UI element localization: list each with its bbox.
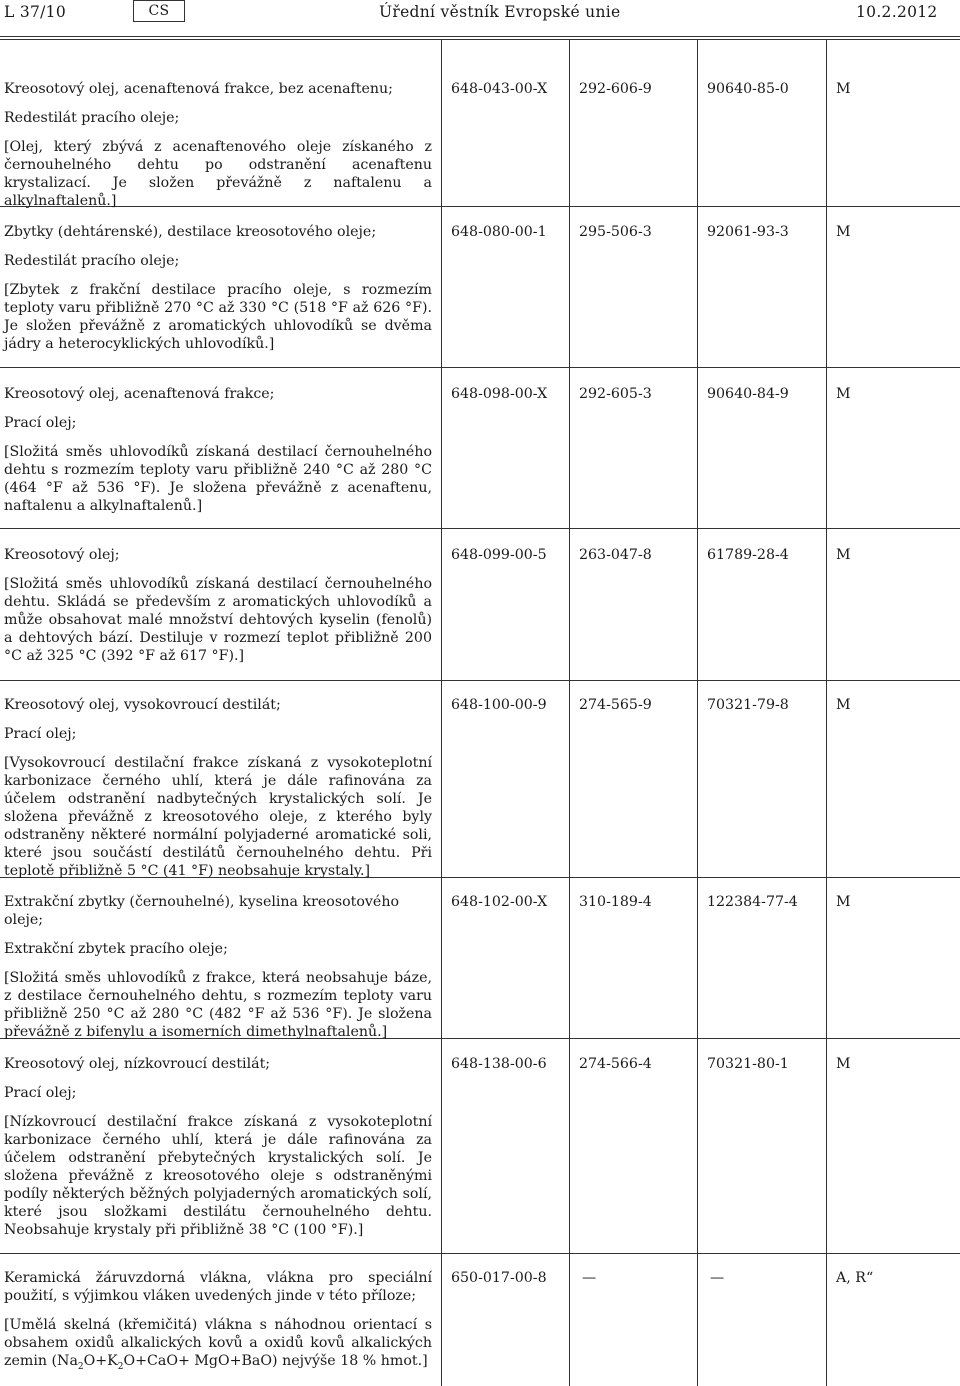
ec-number: 274-565-9 xyxy=(579,697,652,713)
column-divider xyxy=(441,40,442,1386)
notes: M xyxy=(836,386,851,402)
issue-number: L 37/10 xyxy=(4,3,66,21)
ec-number: 310-189-4 xyxy=(579,894,652,910)
substance-synonym: Prací olej; xyxy=(4,726,77,742)
cas-number: 92061-93-3 xyxy=(707,224,789,240)
ec-number: 292-606-9 xyxy=(579,81,652,97)
substance-definition: [Složitá směs uhlovodíků získaná destilací černouhelného dehtu s rozmezím teploty varu přibližně 240 °C až 280 °C (464 °F až 536 °F). Je složena převážně z acenaftenu, naftalenu a alkylnaftalenů.] xyxy=(4,444,432,514)
substance-name: Zbytky (dehtárenské), destilace kreosotového oleje; xyxy=(4,224,377,240)
substance-description xyxy=(4,893,432,1041)
substance-definition: [Vysokovroucí destilační frakce získaná z vysokoteplotní karbonizace černého uhlí, která je dále rafinována za účelem odstranění nadbytečných krystalických solí. Je složena převážně z kreosotového oleje, z kterého byly odstraněny některé normální polyjaderné aromatické soli, které jsou součástí destilátů černouhelného dehtu. Při teplotě přibližně 5 °C (41 °F) neobsahuje krystaly.] xyxy=(4,755,432,879)
column-divider xyxy=(569,40,570,1386)
index-number: 648-100-00-9 xyxy=(451,697,547,713)
substance-definition: [Zbytek z frakční destilace pracího oleje, s rozmezím teploty varu přibližně 270 °C až 330 °C (518 °F až 626 °F). Je složen převážně z aromatických uhlovodíků se dvěma jádry a heterocyklických uhlovodíků.] xyxy=(4,282,432,352)
cas-number: 61789-28-4 xyxy=(707,547,789,563)
index-number: 648-099-00-5 xyxy=(451,547,547,563)
substance-description xyxy=(4,223,432,353)
ec-number: 295-506-3 xyxy=(579,224,652,240)
notes: M xyxy=(836,224,851,240)
substance-definition: [Umělá skelná (křemičitá) vlákna s náhodnou orientací s obsahem oxidů alkalických kovů a oxidů kovů alkalických zemin $(Na_2O+K_2O+CaO+ MgO+BaO)$ nejvýše 18 % hmot.] xyxy=(4,1317,432,1372)
index-number: 648-098-00-X xyxy=(451,386,548,402)
index-number: 650-017-00-8 xyxy=(451,1270,547,1286)
notes: M xyxy=(836,894,851,910)
ec-number: 263-047-8 xyxy=(579,547,652,563)
cas-number: — xyxy=(710,1270,725,1286)
substance-name: Keramická žáruvzdorná vlákna, vlákna pro speciální použití, s výjimkou vláken uvedených jinde v této příloze; xyxy=(4,1270,432,1304)
substance-synonym: Extrakční zbytek pracího oleje; xyxy=(4,941,228,957)
substance-description xyxy=(4,80,432,210)
row-separator xyxy=(0,1253,960,1254)
page-header xyxy=(0,0,960,30)
substance-name: Extrakční zbytky (černouhelné), kyselina kreosotového oleje; xyxy=(4,894,399,928)
ec-number: 274-566-4 xyxy=(579,1056,652,1072)
cas-number: 70321-79-8 xyxy=(707,697,789,713)
substance-name: Kreosotový olej; xyxy=(4,547,120,563)
substance-definition: [Olej, který zbývá z acenaftenového oleje získaného z černouhelného dehtu po odstranění acenaftenu krystalizací. Je složen převážně z naftalenu a alkylnaftalenů.] xyxy=(4,139,432,209)
substance-name: Kreosotový olej, vysokovroucí destilát; xyxy=(4,697,281,713)
notes: M xyxy=(836,547,851,563)
substance-description xyxy=(4,696,432,880)
substance-name: Kreosotový olej, acenaftenová frakce, bez acenaftenu; xyxy=(4,81,393,97)
publication-date: 10.2.2012 xyxy=(856,3,938,21)
row-separator xyxy=(0,680,960,681)
ec-number: 292-605-3 xyxy=(579,386,652,402)
column-divider xyxy=(697,40,698,1386)
cas-number: 122384-77-4 xyxy=(707,894,798,910)
cas-number: 90640-84-9 xyxy=(707,386,789,402)
substance-description xyxy=(4,1055,432,1239)
substance-description xyxy=(4,546,432,665)
language-code-box: CS xyxy=(133,0,185,22)
row-separator xyxy=(0,367,960,368)
substance-definition: [Nízkovroucí destilační frakce získaná z vysokoteplotní karbonizace černého uhlí, která je dále rafinována za účelem odstranění přebytečných krystalických solí. Je složena převážně z kreosotového oleje s odstraněnými podíly některých běžných polyjaderných aromatických solí, které jsou složkami destilátu černouhelného dehtu. Neobsahuje krystaly při přibližně 38 °C (100 °F).] xyxy=(4,1114,432,1238)
index-number: 648-138-00-6 xyxy=(451,1056,547,1072)
notes: M xyxy=(836,697,851,713)
cas-number: 90640-85-0 xyxy=(707,81,789,97)
index-number: 648-102-00-X xyxy=(451,894,548,910)
substance-synonym: Prací olej; xyxy=(4,1085,77,1101)
index-number: 648-043-00-X xyxy=(451,81,548,97)
substance-definition: [Složitá směs uhlovodíků z frakce, která neobsahuje báze, z destilace černouhelného dehtu, s rozmezím teploty varu přibližně 250 °C až 280 °C (482 °F až 536 °F). Je složena převážně z bifenylu a isomerních dimethylnaftalenů.] xyxy=(4,970,432,1040)
notes: M xyxy=(836,81,851,97)
substance-description xyxy=(4,1269,432,1370)
substance-synonym: Prací olej; xyxy=(4,415,77,431)
notes: M xyxy=(836,1056,851,1072)
row-separator xyxy=(0,528,960,529)
substance-name: Kreosotový olej, acenaftenová frakce; xyxy=(4,386,275,402)
substance-description xyxy=(4,385,432,515)
journal-title: Úřední věstník Evropské unie xyxy=(379,3,621,21)
table-top-rule xyxy=(0,39,960,40)
index-number: 648-080-00-1 xyxy=(451,224,547,240)
substance-name: Kreosotový olej, nízkovroucí destilát; xyxy=(4,1056,271,1072)
substance-synonym: Redestilát pracího oleje; xyxy=(4,253,180,269)
cas-number: 70321-80-1 xyxy=(707,1056,789,1072)
header-rule xyxy=(0,36,960,37)
ec-number: — xyxy=(582,1270,597,1286)
column-divider xyxy=(826,40,827,1386)
substance-synonym: Redestilát pracího oleje; xyxy=(4,110,180,126)
notes: A, R“ xyxy=(836,1270,874,1286)
substance-definition: [Složitá směs uhlovodíků získaná destilací černouhelného dehtu. Skládá se především z aromatických uhlovodíků a může obsahovat malé množství dehtových kyselin (fenolů) a dehtových bází. Destiluje v rozmezí teplot přibližně 200 °C až 325 °C (392 °F až 617 °F).] xyxy=(4,576,432,664)
